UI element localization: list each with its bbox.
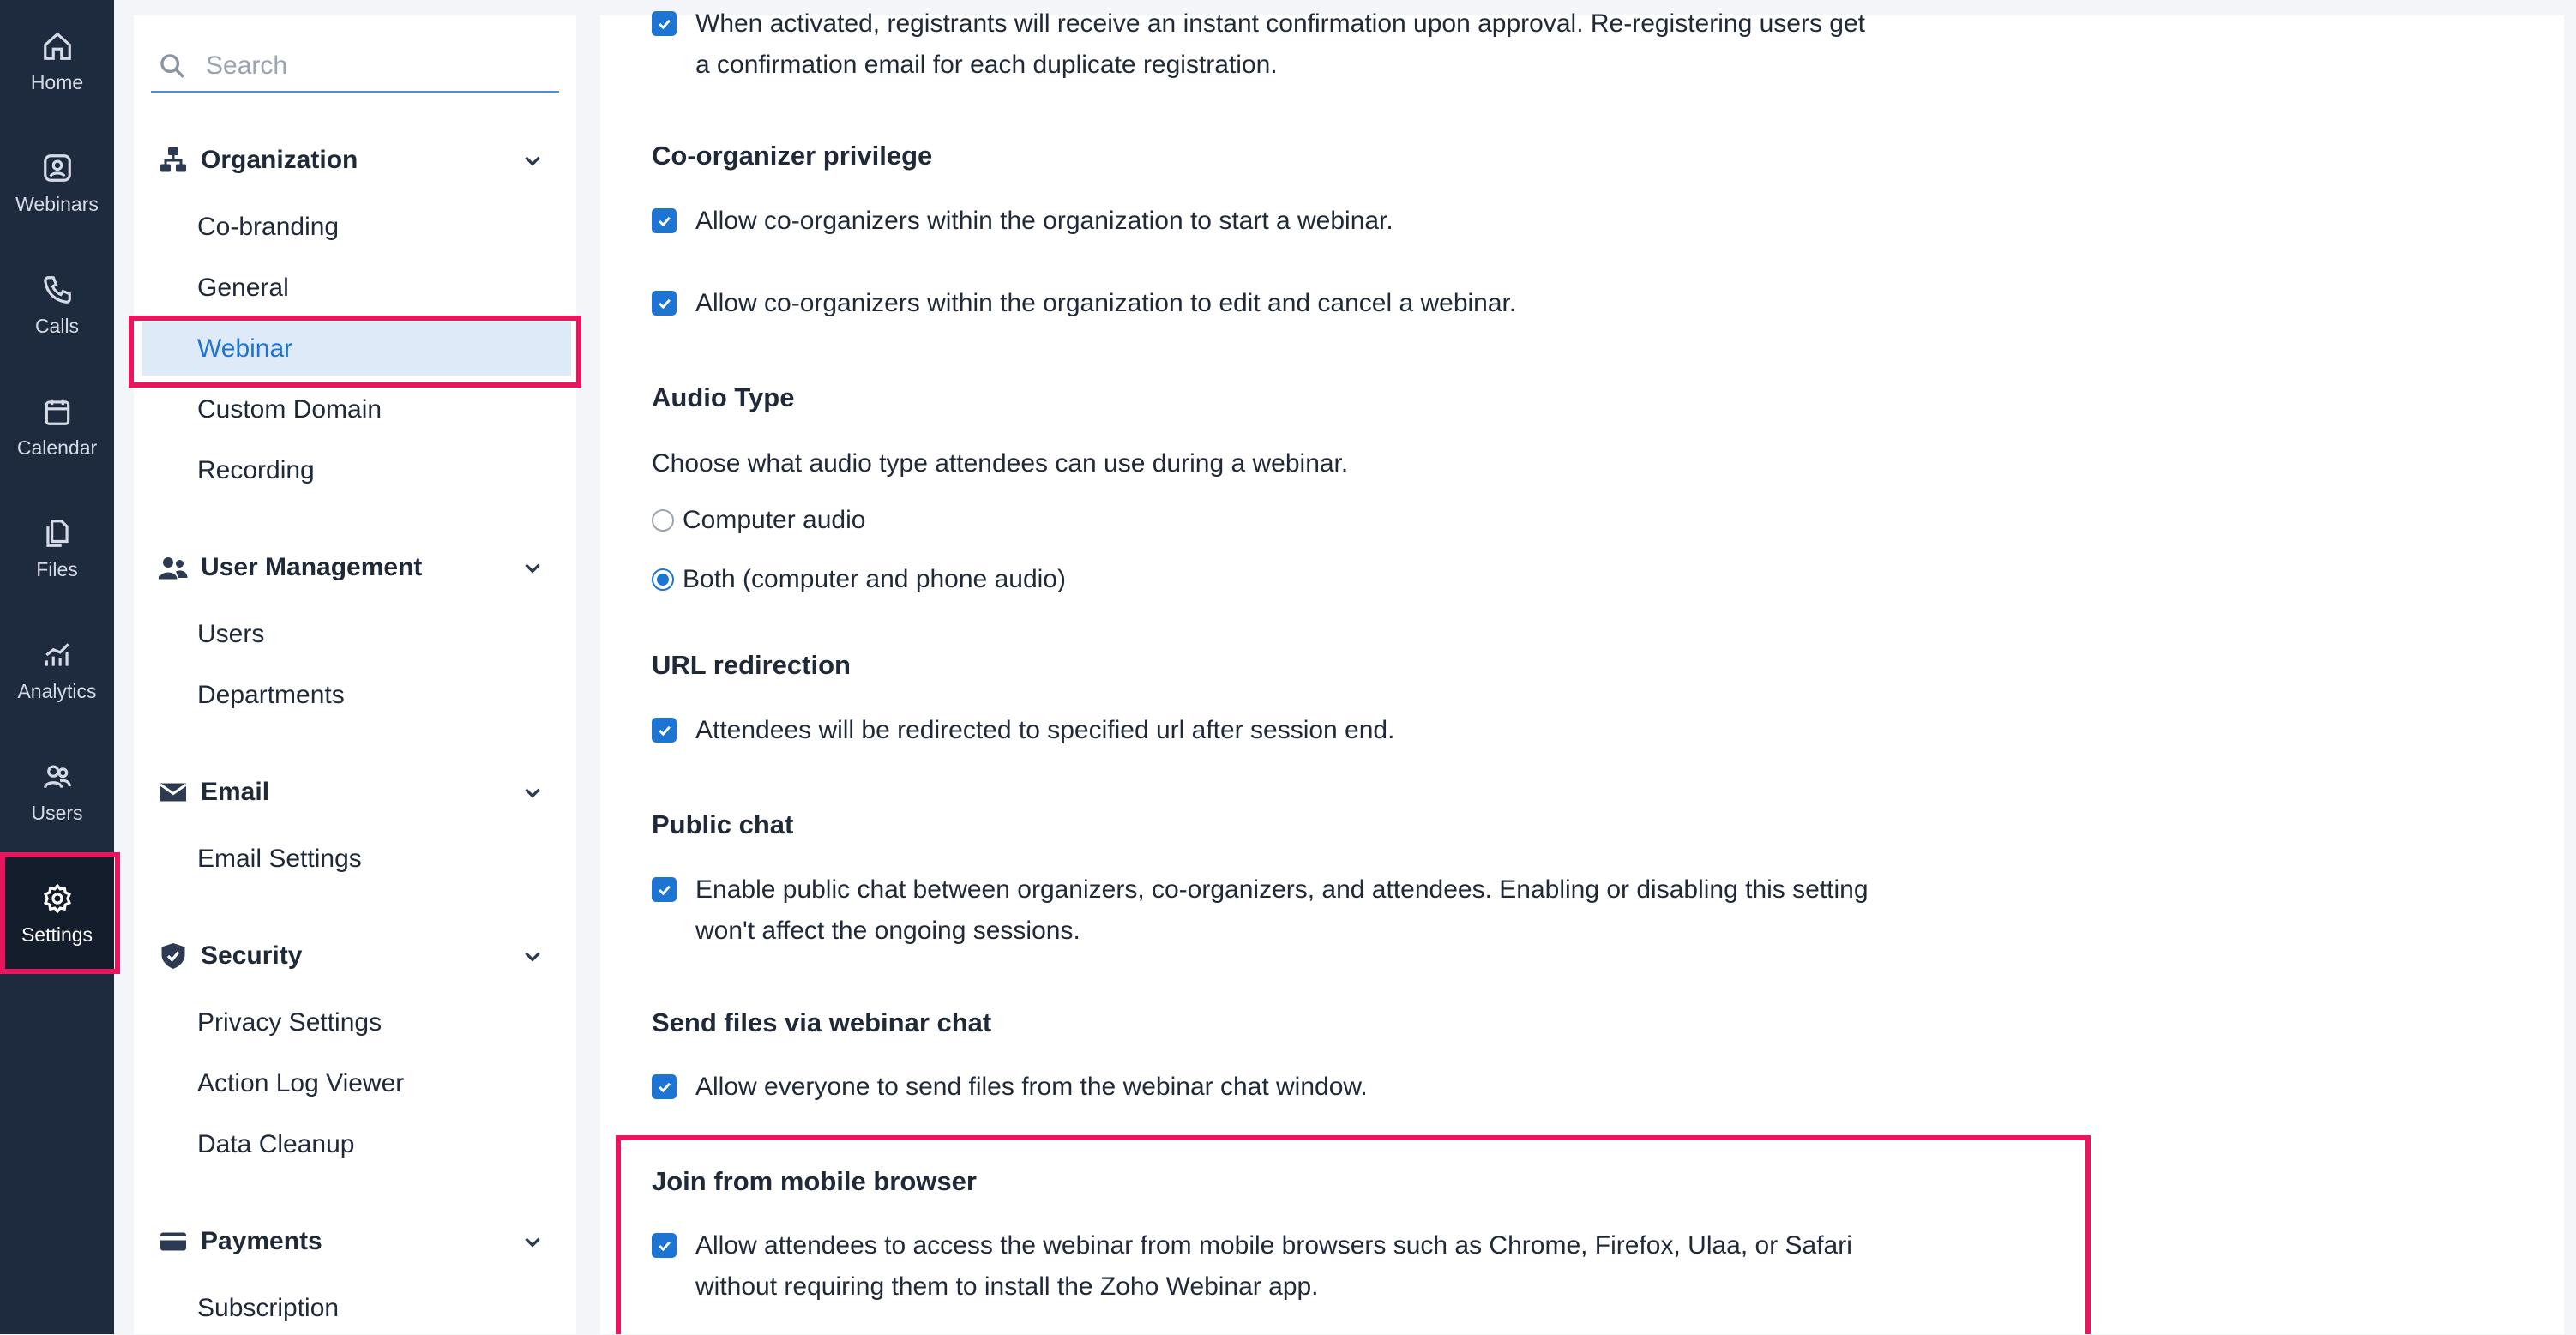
heading-mobile-browser: Join from mobile browser xyxy=(652,1166,977,1196)
analytics-icon xyxy=(41,639,74,671)
section-title: Organization xyxy=(201,146,358,174)
chevron-down-icon[interactable] xyxy=(521,945,544,967)
rail-label: Webinars xyxy=(15,192,99,215)
envelope-icon xyxy=(158,777,189,808)
checkbox[interactable] xyxy=(652,1074,677,1099)
chevron-down-icon[interactable] xyxy=(521,781,544,803)
nav-item-general[interactable]: General xyxy=(197,274,289,302)
option-confirmation-email xyxy=(652,3,1887,86)
check-icon xyxy=(656,1079,673,1096)
rail-item-settings[interactable] xyxy=(0,857,114,971)
radio-button[interactable] xyxy=(652,568,674,591)
nav-item-users[interactable]: Users xyxy=(197,620,265,648)
calendar-icon xyxy=(41,395,74,428)
rail-item-users[interactable] xyxy=(0,736,114,849)
checkbox[interactable] xyxy=(652,11,677,36)
rail-label: Calls xyxy=(34,314,80,337)
chevron-down-icon[interactable] xyxy=(521,556,544,579)
audio-description: Choose what audio type attendees can use during a webinar. xyxy=(652,449,1349,478)
rail-label: Users xyxy=(31,801,83,824)
nav-item-custom-domain[interactable]: Custom Domain xyxy=(197,395,382,424)
radio-computer-audio[interactable] xyxy=(652,506,865,535)
nav-item-webinar[interactable]: Webinar xyxy=(142,322,571,376)
rail-label: Files xyxy=(36,557,78,580)
org-chart-icon xyxy=(158,145,189,176)
check-icon xyxy=(656,15,673,33)
radio-button[interactable] xyxy=(652,509,674,532)
search-box xyxy=(151,41,559,93)
option-coorganizer-start xyxy=(652,201,1887,242)
nav-item-action-log-viewer[interactable]: Action Log Viewer xyxy=(197,1069,405,1097)
heading-public-chat: Public chat xyxy=(652,809,794,839)
app-rail xyxy=(0,0,114,1334)
heading-send-files: Send files via webinar chat xyxy=(652,1007,992,1037)
nav-item-data-cleanup[interactable]: Data Cleanup xyxy=(197,1130,355,1158)
section-title: Payments xyxy=(201,1227,322,1255)
nav-item-departments[interactable]: Departments xyxy=(197,681,345,709)
checkbox[interactable] xyxy=(652,718,677,743)
rail-label: Analytics xyxy=(17,679,97,702)
section-payments[interactable] xyxy=(158,1220,561,1263)
rail-item-analytics[interactable] xyxy=(0,614,114,727)
settings-nav xyxy=(134,15,576,1334)
home-icon xyxy=(41,30,74,63)
option-label: Allow co-organizers within the organization to edit and cancel a webinar. xyxy=(695,289,1517,317)
heading-url-redirection: URL redirection xyxy=(652,650,851,680)
checkbox[interactable] xyxy=(652,291,677,316)
check-icon xyxy=(656,1237,673,1254)
phone-icon xyxy=(41,274,74,306)
nav-item-recording[interactable]: Recording xyxy=(197,456,315,484)
option-label: When activated, registrants will receive an instant confirmation upon approval. Re-registering users get a confirmation email for each duplicate registration. xyxy=(695,9,1866,79)
section-user-management[interactable] xyxy=(158,546,561,589)
rail-item-calendar[interactable] xyxy=(0,370,114,484)
nav-item-co-branding[interactable]: Co-branding xyxy=(197,213,340,241)
option-label: Enable public chat between organizers, co-organizers, and attendees. Enabling or disabling this setting won't affect the ongoing sessions. xyxy=(695,875,1869,945)
radio-label: Computer audio xyxy=(683,506,866,534)
users-group-icon xyxy=(158,552,189,583)
rail-item-home[interactable] xyxy=(0,5,114,118)
option-mobile-browser xyxy=(652,1225,1887,1308)
webinar-icon xyxy=(41,152,74,184)
search-icon xyxy=(158,51,187,81)
heading-audio-type: Audio Type xyxy=(652,382,795,412)
chevron-down-icon[interactable] xyxy=(521,149,544,171)
check-icon xyxy=(656,213,673,230)
search-input[interactable] xyxy=(206,51,532,81)
check-icon xyxy=(656,881,673,899)
nav-item-subscription[interactable]: Subscription xyxy=(197,1294,340,1322)
section-title: Security xyxy=(201,941,303,970)
check-icon xyxy=(656,722,673,739)
chevron-down-icon[interactable] xyxy=(521,1230,544,1253)
rail-item-webinars[interactable] xyxy=(0,127,114,240)
rail-item-files[interactable] xyxy=(0,492,114,605)
rail-label: Calendar xyxy=(16,436,98,459)
nav-item-privacy-settings[interactable]: Privacy Settings xyxy=(197,1008,382,1037)
shield-icon xyxy=(158,941,189,971)
checkbox[interactable] xyxy=(652,208,677,233)
option-url-redirection xyxy=(652,710,1887,751)
option-label: Allow attendees to access the webinar from mobile browsers such as Chrome, Firefox, Ulaa, or Safari without requiring them to install the Zoho Webinar app. xyxy=(695,1231,1852,1301)
radio-label: Both (computer and phone audio) xyxy=(683,565,1066,593)
heading-coorganizer: Co-organizer privilege xyxy=(652,141,933,171)
nav-item-email-settings[interactable]: Email Settings xyxy=(197,845,362,873)
section-email[interactable] xyxy=(158,771,561,814)
rail-label: Home xyxy=(30,70,84,93)
option-label: Attendees will be redirected to specified url after session end. xyxy=(695,716,1395,744)
section-title: Email xyxy=(201,778,270,806)
section-security[interactable] xyxy=(158,935,561,977)
users-icon xyxy=(41,761,74,793)
checkbox[interactable] xyxy=(652,1233,677,1258)
settings-content xyxy=(600,9,2564,1334)
option-send-files xyxy=(652,1067,1887,1108)
checkbox[interactable] xyxy=(652,877,677,902)
option-coorganizer-edit xyxy=(652,283,1887,324)
rail-item-calls[interactable] xyxy=(0,249,114,362)
gear-icon xyxy=(41,882,74,915)
section-organization[interactable] xyxy=(158,139,561,182)
option-label: Allow everyone to send files from the webinar chat window. xyxy=(695,1073,1368,1101)
option-public-chat xyxy=(652,869,1887,952)
files-icon xyxy=(41,517,74,550)
section-title: User Management xyxy=(201,553,423,581)
rail-label: Settings xyxy=(21,923,93,946)
card-icon xyxy=(158,1226,189,1257)
check-icon xyxy=(656,295,673,312)
radio-both-audio[interactable] xyxy=(652,565,1066,594)
option-label: Allow co-organizers within the organization to start a webinar. xyxy=(695,207,1393,235)
